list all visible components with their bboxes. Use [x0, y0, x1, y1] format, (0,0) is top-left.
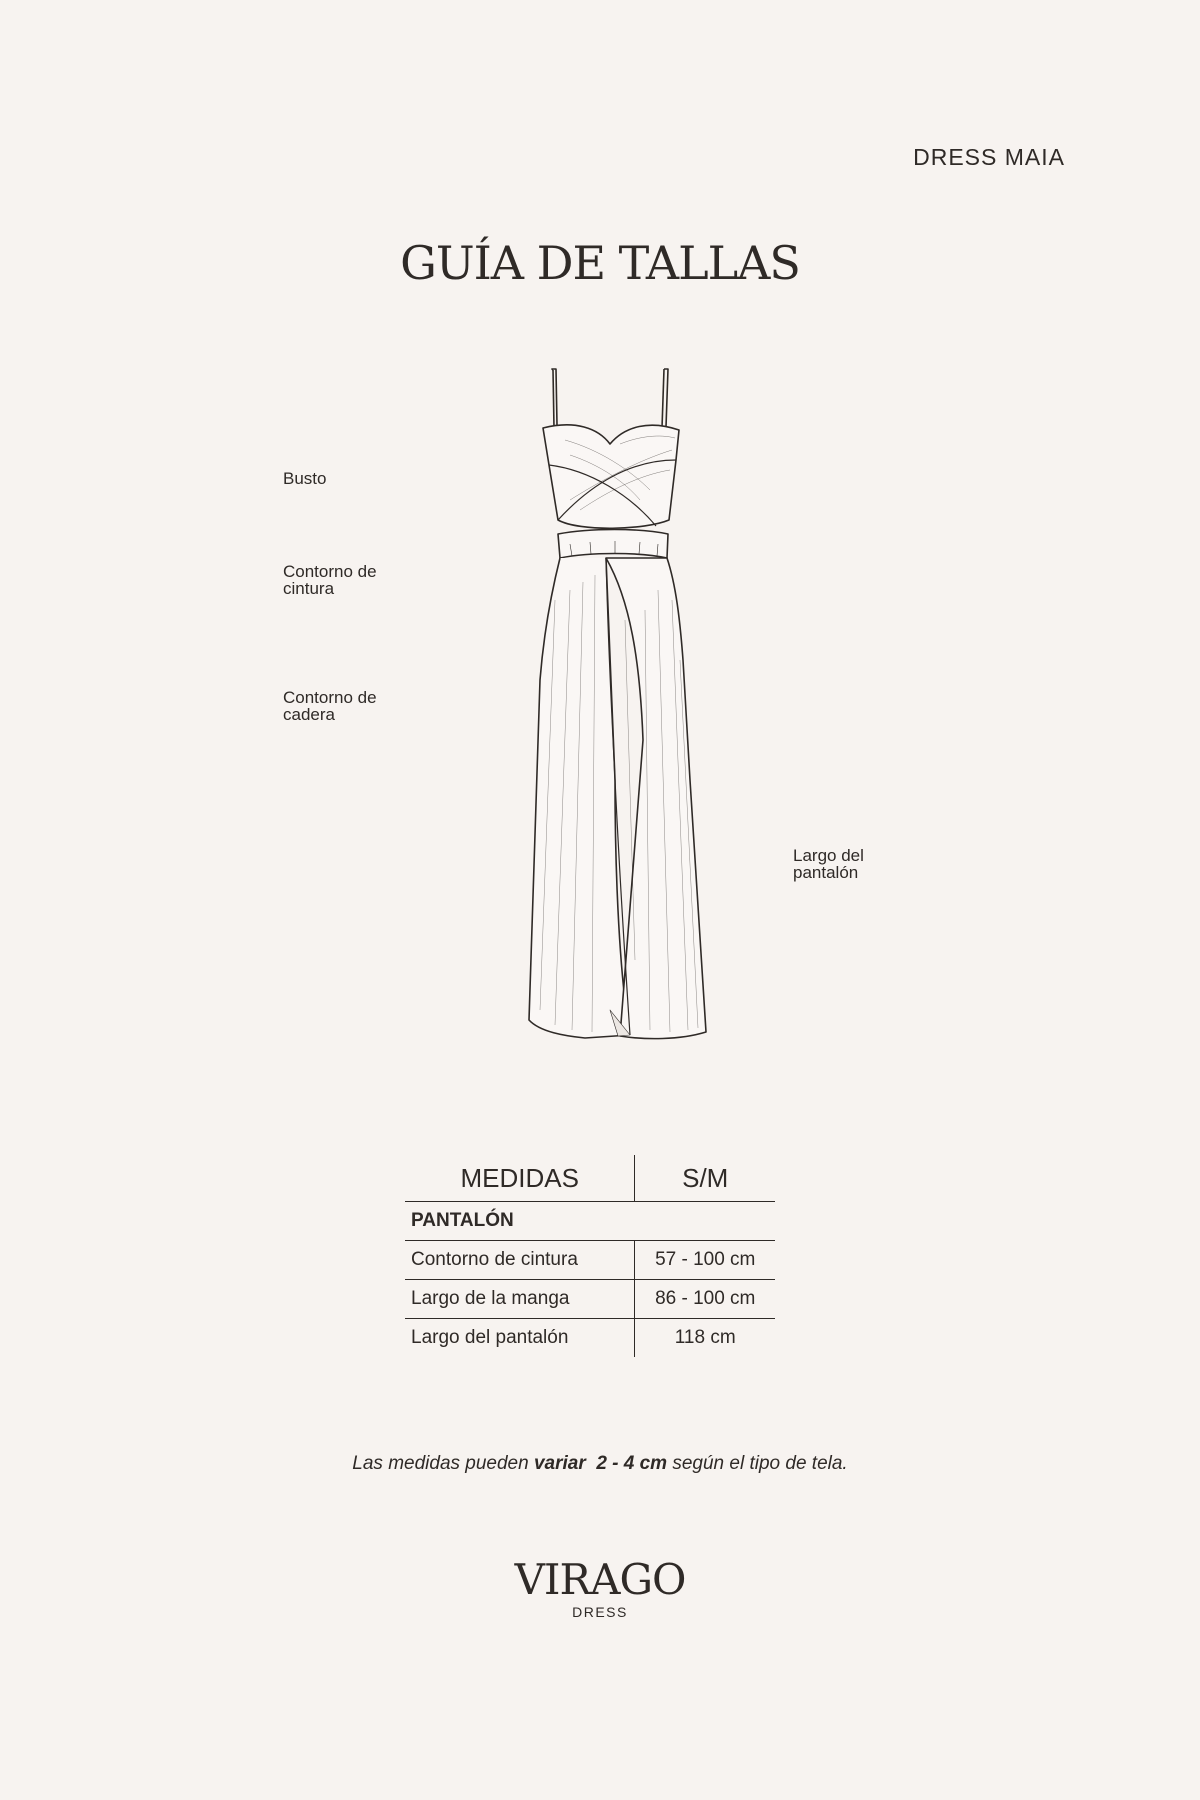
note-part1: Las medidas pueden [352, 1453, 534, 1474]
product-name: DRESS MAIA [913, 144, 1065, 170]
top-bustier [543, 425, 679, 528]
row-name: Largo de la manga [405, 1280, 635, 1319]
label-hip-line1: Contorno de [283, 688, 377, 707]
note-bold2: 2 - 4 cm [596, 1453, 668, 1474]
label-waist-line1: Contorno de [283, 562, 377, 581]
garment-illustration [480, 360, 730, 1050]
header-size: S/M [635, 1155, 775, 1202]
page-title: GUÍA DE TALLAS [400, 236, 800, 290]
size-table [405, 1155, 775, 1357]
trousers [529, 530, 706, 1039]
brand-subtitle: DRESS [572, 1604, 628, 1620]
row-name: Contorno de cintura [405, 1241, 635, 1280]
fabric-variation-note [0, 1453, 1200, 1475]
table-row [405, 1280, 775, 1319]
label-pant-length [793, 847, 923, 881]
label-bust-text: Busto [283, 469, 327, 488]
label-length-line1: Largo del [793, 846, 864, 865]
label-waist [283, 563, 413, 597]
top-straps [552, 369, 668, 428]
brand-logo: VIRAGO [514, 1555, 686, 1604]
table-section-row [405, 1202, 775, 1241]
label-length-line2: pantalón [793, 863, 859, 882]
row-value: 57 - 100 cm [635, 1241, 775, 1280]
label-hip-line2: cadera [283, 705, 335, 724]
note-bold1: variar [533, 1453, 586, 1474]
table-row [405, 1319, 775, 1358]
row-value: 86 - 100 cm [635, 1280, 775, 1319]
note-part2 [586, 1453, 597, 1474]
note-part3: según el tipo de tela. [667, 1453, 848, 1474]
label-hip [283, 689, 413, 723]
row-value: 118 cm [635, 1319, 775, 1358]
label-waist-line2: cintura [283, 579, 335, 598]
section-pantalon: PANTALÓN [405, 1202, 775, 1241]
table-header-row [405, 1155, 775, 1202]
row-name: Largo del pantalón [411, 1327, 569, 1348]
table-row [405, 1241, 775, 1280]
header-measures: MEDIDAS [405, 1155, 635, 1202]
label-bust [283, 470, 413, 487]
